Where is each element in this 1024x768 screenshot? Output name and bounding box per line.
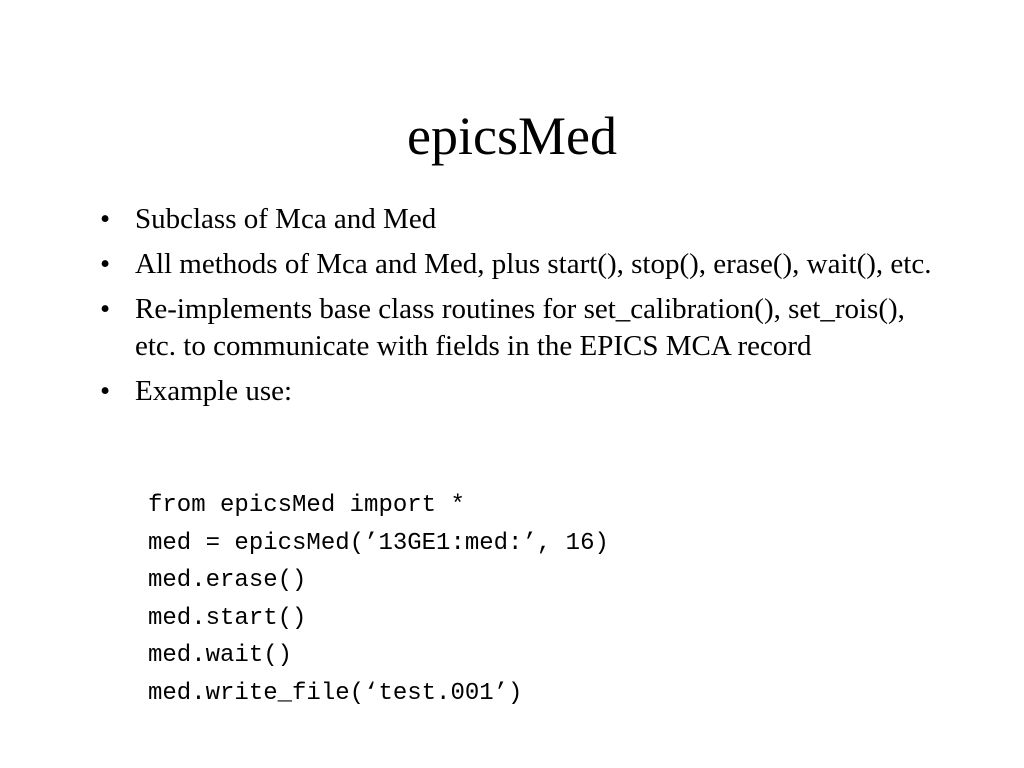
bullet-item bbox=[100, 291, 940, 365]
code-line: med.erase() bbox=[148, 567, 307, 594]
bullet-text: Example use: bbox=[135, 375, 293, 407]
code-line: med = epicsMed(’13GE1:med:’, 16) bbox=[148, 529, 609, 557]
code-line: from epicsMed import * bbox=[148, 492, 465, 519]
bullet-text: All methods of Mca and Med, plus start(), stop(), erase(), wait(), etc. bbox=[135, 248, 932, 280]
bullet-item bbox=[100, 201, 940, 238]
slide-title: epicsMed bbox=[407, 106, 617, 166]
code-example bbox=[148, 487, 609, 712]
bullet-list bbox=[100, 201, 940, 418]
code-line: med.write_file(‘test.001’) bbox=[148, 679, 523, 707]
bullet-icon: • bbox=[100, 293, 111, 325]
code-line: med.wait() bbox=[148, 642, 293, 669]
bullet-icon: • bbox=[100, 203, 111, 235]
bullet-icon: • bbox=[100, 248, 111, 280]
bullet-item bbox=[100, 246, 940, 283]
bullet-item bbox=[100, 373, 940, 410]
code-line: med.start() bbox=[148, 604, 307, 632]
bullet-text: Subclass of Mca and Med bbox=[135, 203, 437, 235]
bullet-icon: • bbox=[100, 375, 111, 407]
bullet-text: Re-implements base class routines for set_calibration(), set_rois(), etc. to communicate with fields in the EPICS MCA record bbox=[135, 293, 905, 362]
